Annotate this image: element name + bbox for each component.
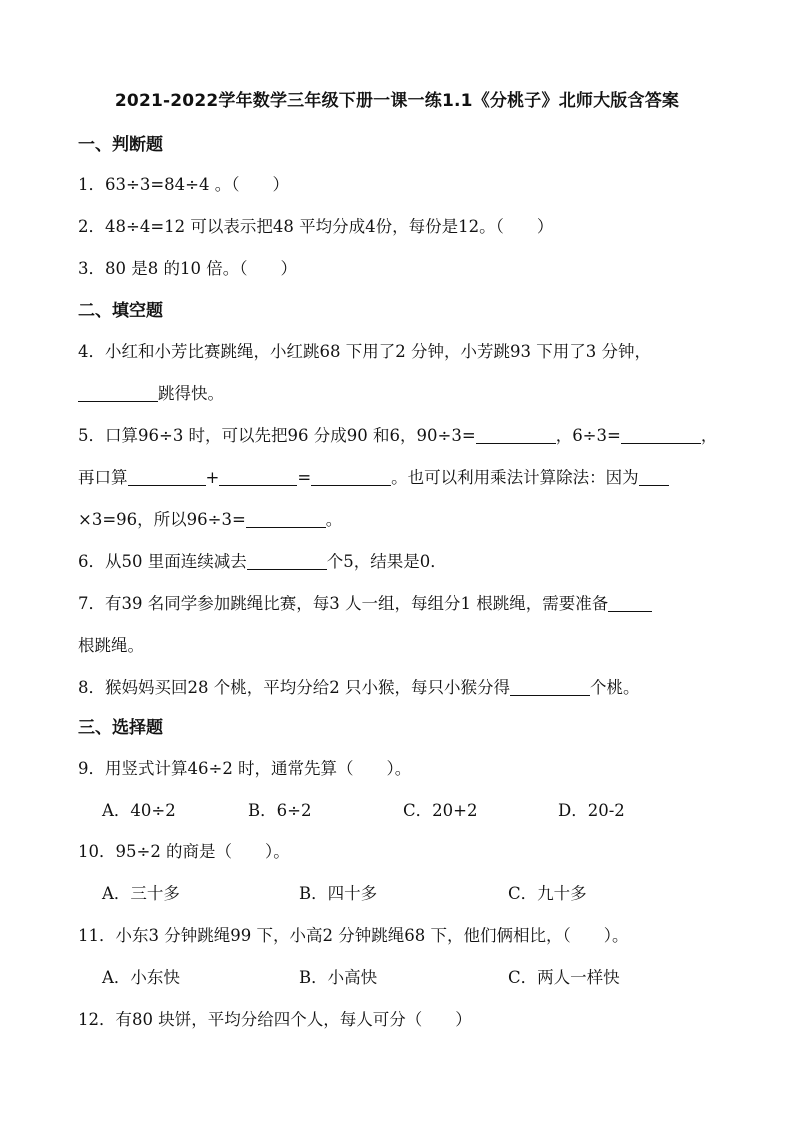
answer-blank[interactable] [476, 425, 556, 444]
answer-blank[interactable] [219, 467, 297, 486]
section-heading-fill-in: 二、填空题 [78, 301, 163, 321]
question-7-text: 7．有39 名同学参加跳绳比赛，每3 人一组，每组分1 根跳绳，需要准备 [78, 594, 609, 613]
option-c[interactable]: C．两人一样快 [508, 968, 620, 987]
section-heading-true-false: 一、判断题 [78, 135, 163, 155]
question-10: 10．95÷2 的商是（ ）。 [78, 842, 290, 861]
answer-blank[interactable] [78, 383, 158, 402]
answer-blank[interactable] [311, 467, 391, 486]
question-6-text: 6．从50 里面连续减去 [78, 552, 247, 571]
answer-blank[interactable] [247, 551, 327, 570]
question-5-text-c: ， [700, 426, 718, 445]
option-b[interactable]: B．小高快 [299, 968, 378, 987]
question-4-text: 4．小红和小芳比赛跳绳，小红跳68 下用了2 分钟，小芳跳93 下用了3 分钟， [78, 342, 651, 361]
option-b[interactable]: B．四十多 [299, 884, 378, 903]
answer-blank[interactable] [128, 467, 206, 486]
question-4-line-1 [78, 338, 651, 362]
question-5-line-2 [78, 464, 669, 488]
question-6 [78, 548, 447, 572]
option-b[interactable]: B．6÷2 [248, 801, 312, 820]
question-11: 11．小东3 分钟跳绳99 下，小高2 分钟跳绳68 下，他们俩相比，（ ）。 [78, 926, 629, 945]
question-7-line-2: 根跳绳。 [78, 636, 144, 655]
question-5-line-1 [78, 422, 717, 446]
answer-blank[interactable] [246, 509, 326, 528]
question-5-text-i: 。 [325, 510, 343, 529]
answer-blank[interactable] [621, 425, 701, 444]
question-8-tail: 个桃。 [589, 678, 640, 697]
question-6-tail: 个5，结果是0． [326, 552, 447, 571]
answer-blank[interactable] [608, 593, 652, 612]
section-heading-multiple-choice: 三、选择题 [78, 718, 163, 738]
option-d[interactable]: D．20-2 [558, 801, 625, 820]
question-5-text-a: 5．口算96÷3 时，可以先把96 分成90 和6，90÷3= [78, 426, 476, 445]
question-5-text-f: = [297, 468, 312, 487]
option-a[interactable]: A．40÷2 [102, 801, 176, 820]
question-5-line-3 [78, 506, 342, 530]
option-c[interactable]: C．九十多 [508, 884, 587, 903]
question-4-tail: 跳得快。 [158, 384, 224, 403]
question-5-text-g: 。也可以利用乘法计算除法：因为 [391, 468, 639, 487]
question-1: 1．63÷3=84÷4 。（ ） [78, 175, 289, 194]
page-title: 2021-2022学年数学三年级下册一课一练1.1《分桃子》北师大版含答案 [114, 91, 680, 111]
option-c[interactable]: C．20+2 [403, 801, 478, 820]
answer-blank[interactable] [510, 677, 590, 696]
question-9: 9．用竖式计算46÷2 时，通常先算（ ）。 [78, 759, 412, 778]
question-2: 2．48÷4=12 可以表示把48 平均分成4份，每份是12。（ ） [78, 217, 554, 236]
question-7-line-1 [78, 590, 652, 614]
question-8-text: 8．猴妈妈买回28 个桃，平均分给2 只小猴，每只小猴分得 [78, 678, 510, 697]
question-4-line-2 [78, 380, 224, 404]
question-5-text-e: + [205, 468, 220, 487]
question-5-text-b: ，6÷3= [555, 426, 621, 445]
question-3: 3．80 是8 的10 倍。（ ） [78, 259, 297, 278]
question-5-text-h: ×3=96，所以96÷3= [78, 510, 246, 529]
option-a[interactable]: A．小东快 [102, 968, 180, 987]
question-5-text-d: 再口算 [78, 468, 128, 487]
option-a[interactable]: A．三十多 [102, 884, 180, 903]
question-8 [78, 674, 639, 698]
answer-blank[interactable] [639, 467, 669, 486]
question-12: 12．有80 块饼，平均分给四个人，每人可分（ ） [78, 1010, 472, 1029]
